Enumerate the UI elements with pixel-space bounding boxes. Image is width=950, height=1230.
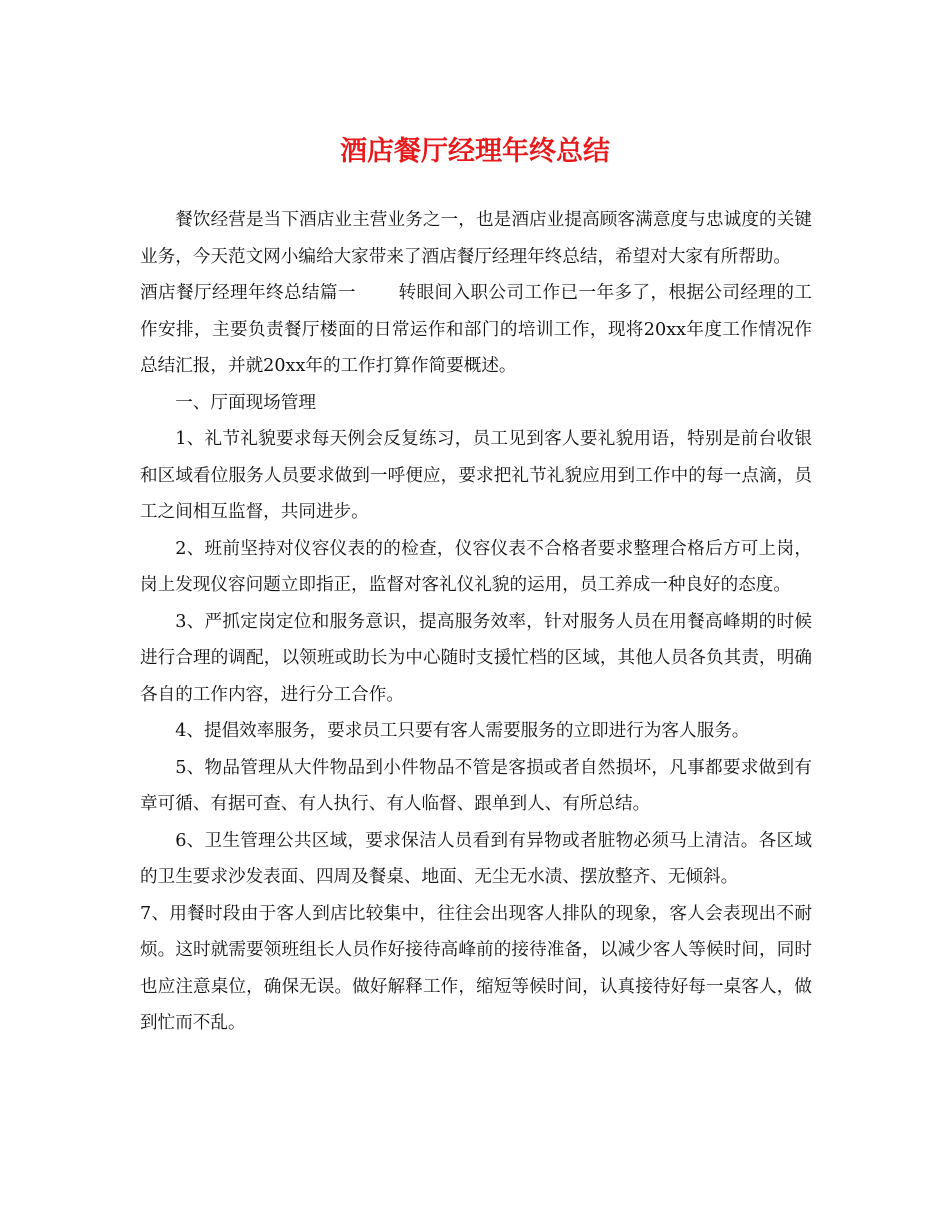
list-item-4: 4、提倡效率服务，要求员工只要有客人需要服务的立即进行为客人服务。 [175, 721, 750, 741]
list-item-3: 3、严抓定岗定位和服务意识，提高服务效率，针对服务人员在用餐高峰期的时候进行合理的调配，以领班或助长为中心随时支援忙档的区域，其他人员各负其责，明确各自的工作内容，进行分工合作。 [140, 611, 812, 705]
section-paragraph [140, 275, 812, 385]
section-opening: 转眼间入职公司工作已一年多了，根据公司经理的工作安排，主要负责餐厅楼面的日常运作和部门的培训工作，现将20xx年度工作情况作总结汇报，并就20xx年的工作打算作简要概述。 [140, 283, 812, 376]
list-item-6: 6、卫生管理公共区域，要求保洁人员看到有异物或者脏物必须马上清洁。各区域的卫生要求沙发表面、四周及餐桌、地面、无尘无水渍、摆放整齐、无倾斜。 [140, 830, 812, 887]
document-body [140, 202, 812, 1042]
heading-1: 一、厅面现场管理 [175, 392, 316, 413]
intro-paragraph: 餐饮经营是当下酒店业主营业务之一，也是酒店业提高顾客满意度与忠诚度的关键业务，今天范文网小编给大家带来了酒店餐厅经理年终总结，希望对大家有所帮助。 [140, 210, 812, 267]
list-item-7: 7、用餐时段由于客人到店比较集中，往往会出现客人排队的现象，客人会表现出不耐烦。这时就需要领班组长人员作好接待高峰前的接待准备，以减少客人等候时间，同时也应注意桌位，确保无误。做好解释工作，缩短等候时间，认真接待好每一桌客人，做到忙而不乱。 [140, 903, 812, 1033]
list-item-5: 5、物品管理从大件物品到小件物品不管是客损或者自然损坏，凡事都要求做到有章可循、有据可查、有人执行、有人临督、跟单到人、有所总结。 [140, 757, 812, 814]
list-item-1: 1、礼节礼貌要求每天例会反复练习，员工见到客人要礼貌用语，特别是前台收银和区域看位服务人员要求做到一呼便应，要求把礼节礼貌应用到工作中的每一点滴，员工之间相互监督，共同进步。 [140, 429, 812, 522]
list-item-2: 2、班前坚持对仪容仪表的的检查，仪容仪表不合格者要求整理合格后方可上岗，岗上发现仪容问题立即指正，监督对客礼仪礼貌的运用，员工养成一种良好的态度。 [140, 538, 812, 595]
document-title: 酒店餐厅经理年终总结 [340, 136, 610, 167]
section-title: 酒店餐厅经理年终总结篇一 [140, 283, 356, 303]
